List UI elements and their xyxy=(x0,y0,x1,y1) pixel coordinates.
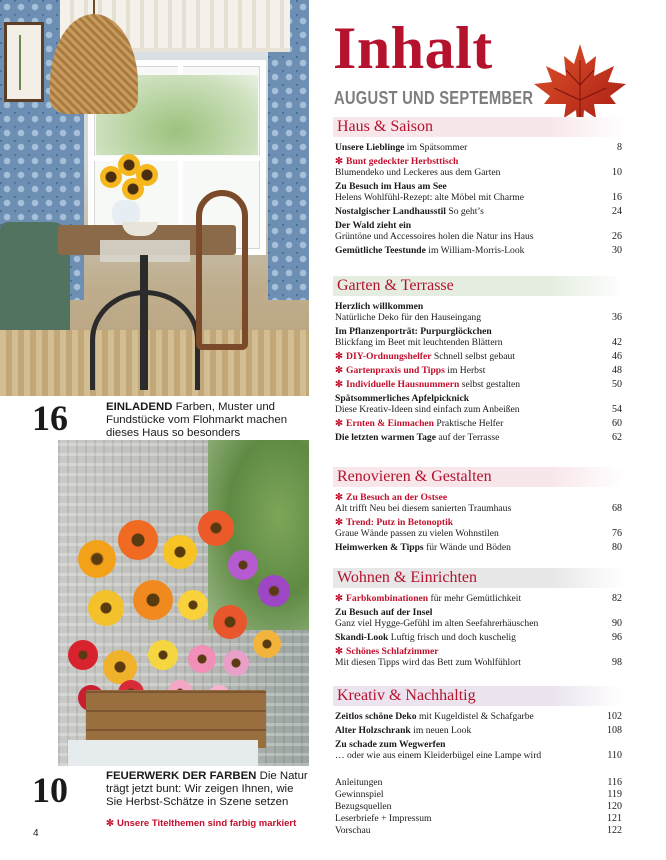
entry-page-number: 108 xyxy=(607,725,622,736)
entry-rest: Schnell selbst gebaut xyxy=(431,351,515,362)
misc-label: Bezugsquellen xyxy=(335,801,392,812)
page-title: Inhalt xyxy=(333,15,493,81)
entry-highlight: Trend: Putz in Betonoptik xyxy=(346,517,454,528)
toc-entry xyxy=(333,351,624,362)
toc-entry xyxy=(333,156,624,178)
entry-highlight: Alter Holzschrank xyxy=(335,725,411,736)
misc-page-number: 121 xyxy=(607,813,622,824)
flower-bloom xyxy=(163,535,197,569)
title-topics-note xyxy=(106,818,296,829)
caption-10-lead: FEUERWERK DER FARBEN xyxy=(106,770,257,782)
flower-bloom xyxy=(118,520,158,560)
misc-label: Leserbriefe + Impressum xyxy=(335,813,432,824)
entry-page-number: 54 xyxy=(612,404,622,415)
entry-highlight: Bunt gedeckter Herbsttisch xyxy=(346,156,459,167)
entry-page-number: 60 xyxy=(612,418,622,429)
caption-16-lead: EINLADEND xyxy=(106,401,173,413)
section-entries xyxy=(333,711,624,761)
asterisk-icon: ✻ xyxy=(335,593,344,604)
entry-highlight: Spätsommerliches Apfelpicknick xyxy=(335,393,470,404)
misc-label: Gewinnspiel xyxy=(335,789,384,800)
entry-page-number: 46 xyxy=(612,351,622,362)
flower-bloom xyxy=(253,630,281,658)
toc-entry xyxy=(333,492,624,514)
flower-bloom xyxy=(198,510,234,546)
asterisk-icon: ✻ xyxy=(335,351,344,362)
misc-page-number: 116 xyxy=(607,777,622,788)
page-number: 4 xyxy=(33,828,39,839)
misc-entry xyxy=(333,813,624,824)
entry-highlight: Zu Besuch auf der Insel xyxy=(335,607,433,618)
entry-description: Diese Kreativ-Ideen sind einfach zum Anbeißen xyxy=(335,404,520,415)
entry-page-number: 98 xyxy=(612,657,622,668)
entry-highlight: Nostalgischer Landhausstil xyxy=(335,206,446,217)
entry-rest: Luftig frisch und doch kuschelig xyxy=(388,632,516,643)
entry-description: Mit diesen Tipps wird das Bett zum Wohlfühlort xyxy=(335,657,521,668)
caption-16 xyxy=(106,401,306,440)
toc-entry xyxy=(333,632,624,643)
entry-highlight: Der Wald zieht ein xyxy=(335,220,412,231)
entry-page-number: 110 xyxy=(607,750,622,761)
flower-bloom xyxy=(258,575,290,607)
entry-page-number: 42 xyxy=(612,337,622,348)
entry-highlight: DIY-Ordnungshelfer xyxy=(346,351,432,362)
flower-bloom xyxy=(78,540,116,578)
misc-page-number: 119 xyxy=(607,789,622,800)
toc-entry xyxy=(333,542,624,553)
asterisk-icon: ✻ xyxy=(335,379,344,390)
toc-entry xyxy=(333,326,624,348)
issue-subtitle: AUGUST UND SEPTEMBER xyxy=(334,88,534,108)
section-title: Kreativ & Nachhaltig xyxy=(333,686,624,706)
toc-entry xyxy=(333,607,624,629)
section-renovieren-gestalten xyxy=(333,467,624,553)
flower-bloom xyxy=(178,590,208,620)
toc-entry xyxy=(333,593,624,604)
entry-rest: selbst gestalten xyxy=(459,379,521,390)
flower-bloom xyxy=(213,605,247,639)
entry-rest: für Wände und Böden xyxy=(423,542,511,553)
entry-page-number: 62 xyxy=(612,432,622,443)
entry-highlight: Individuelle Hausnummern xyxy=(346,379,460,390)
entry-highlight: Zu schade zum Wegwerfen xyxy=(335,739,446,750)
entry-description: Alt trifft Neu bei diesem sanierten Traumhaus xyxy=(335,503,512,514)
toc-entry xyxy=(333,142,624,153)
asterisk-icon: ✻ xyxy=(335,492,344,503)
flower-bloom xyxy=(103,650,137,684)
entry-rest: im Herbst xyxy=(444,365,486,376)
section-entries xyxy=(333,301,624,443)
entry-description: Natürliche Deko für den Hauseingang xyxy=(335,312,481,323)
entry-page-number: 36 xyxy=(612,312,622,323)
toc-entry xyxy=(333,393,624,415)
entry-rest: mit Kugeldistel & Schafgarbe xyxy=(416,711,534,722)
toc-entry xyxy=(333,432,624,443)
asterisk-icon: ✻ xyxy=(335,418,344,429)
entry-description: Graue Wände passen zu vielen Wohnstilen xyxy=(335,528,499,539)
misc-entries xyxy=(333,777,624,836)
entry-highlight: Heimwerken & Tipps xyxy=(335,542,424,553)
dahlia-bouquet xyxy=(58,480,309,710)
caption-10-text: Die Natur trägt jetzt bunt: Wir zeigen Ihnen, wie Sie Herbst-Schätze in Szene setzen xyxy=(106,770,308,808)
section-kreativ-nachhaltig xyxy=(333,686,624,761)
toc-entry xyxy=(333,711,624,722)
misc-entry xyxy=(333,825,624,836)
flower-bloom xyxy=(88,590,124,626)
entry-rest: im William-Morris-Look xyxy=(425,245,525,256)
asterisk-icon: ✻ xyxy=(335,646,344,657)
section-entries xyxy=(333,593,624,668)
entry-page-number: 30 xyxy=(612,245,622,256)
toc-entry xyxy=(333,517,624,539)
section-misc xyxy=(333,777,624,836)
caption-16-text: Farben, Muster und Fundstücke vom Flohmarkt machen dieses Haus so besonders xyxy=(106,401,288,439)
section-wohnen-einrichten xyxy=(333,568,624,668)
section-entries xyxy=(333,142,624,256)
asterisk-icon: ✻ xyxy=(335,365,344,376)
bentwood-chair xyxy=(196,190,248,350)
entry-rest: im neuen Look xyxy=(410,725,472,736)
entry-page-number: 82 xyxy=(612,593,622,604)
interior-photo xyxy=(0,0,309,396)
misc-entry xyxy=(333,777,624,788)
white-stool xyxy=(68,740,258,766)
misc-page-number: 122 xyxy=(607,825,622,836)
toc-entry xyxy=(333,301,624,323)
title-topics-note-text: Unsere Titelthemen sind farbig markiert xyxy=(116,818,297,829)
flower-bloom xyxy=(148,640,178,670)
caption-10 xyxy=(106,770,311,809)
entry-highlight: Im Pflanzenporträt: Purpurglöckchen xyxy=(335,326,492,337)
entry-highlight: Unsere Lieblinge xyxy=(335,142,405,153)
entry-highlight: Gemütliche Teestunde xyxy=(335,245,426,256)
entry-page-number: 76 xyxy=(612,528,622,539)
asterisk-icon: ✻ xyxy=(335,156,344,167)
toc-entry xyxy=(333,646,624,668)
entry-rest: Praktische Helfer xyxy=(434,418,504,429)
flower-bloom xyxy=(228,550,258,580)
misc-label: Anleitungen xyxy=(335,777,383,788)
toc-entry xyxy=(333,181,624,203)
misc-page-number: 120 xyxy=(607,801,622,812)
toc-entry xyxy=(333,220,624,242)
section-haus-saison xyxy=(333,117,624,256)
flower-bloom xyxy=(223,650,249,676)
toc-entry xyxy=(333,418,624,429)
misc-entry xyxy=(333,801,624,812)
entry-page-number: 10 xyxy=(612,167,622,178)
entry-page-number: 96 xyxy=(612,632,622,643)
entry-page-number: 8 xyxy=(617,142,622,153)
toc-entry xyxy=(333,379,624,390)
toc-entry xyxy=(333,725,624,736)
misc-label: Vorschau xyxy=(335,825,371,836)
entry-highlight: Zu Besuch an der Ostsee xyxy=(346,492,448,503)
entry-description: … oder wie aus einem Kleiderbügel eine Lampe wird xyxy=(335,750,542,761)
misc-entry xyxy=(333,789,624,800)
toc-entry xyxy=(333,365,624,376)
caption-number-16: 16 xyxy=(32,398,68,438)
entry-rest: auf der Terrasse xyxy=(435,432,500,443)
entry-page-number: 26 xyxy=(612,231,622,242)
entry-description: Helens Wohlfühl-Rezept: alte Möbel mit Charme xyxy=(335,192,525,203)
entry-page-number: 16 xyxy=(612,192,622,203)
entry-highlight: Zu Besuch im Haus am See xyxy=(335,181,447,192)
section-title: Wohnen & Einrichten xyxy=(333,568,624,588)
flower-bloom xyxy=(133,580,173,620)
sewing-machine-base xyxy=(90,290,200,390)
entry-highlight: Gartenpraxis und Tipps xyxy=(346,365,445,376)
entry-page-number: 68 xyxy=(612,503,622,514)
entry-page-number: 50 xyxy=(612,379,622,390)
entry-page-number: 24 xyxy=(612,206,622,217)
section-entries xyxy=(333,492,624,553)
entry-highlight: Ernten & Einmachen xyxy=(346,418,434,429)
entry-highlight: Schönes Schlafzimmer xyxy=(346,646,439,657)
section-title: Haus & Saison xyxy=(333,117,624,137)
section-title: Garten & Terrasse xyxy=(333,276,624,296)
entry-highlight: Skandi-Look xyxy=(335,632,389,643)
toc-entry xyxy=(333,245,624,256)
flower-bloom xyxy=(188,645,216,673)
entry-rest: So geht’s xyxy=(445,206,484,217)
asterisk-icon: ✻ xyxy=(335,517,344,528)
entry-rest: im Spätsommer xyxy=(404,142,468,153)
flower-bloom xyxy=(68,640,98,670)
section-garten-terrasse xyxy=(333,276,624,443)
toc-entry xyxy=(333,739,624,761)
entry-description: Blickfang im Beet mit leuchtenden Blättern xyxy=(335,337,503,348)
entry-description: Ganz viel Hygge-Gefühl im alten Seefahrerhäuschen xyxy=(335,618,539,629)
entry-highlight: Herzlich willkommen xyxy=(335,301,424,312)
botanical-frame xyxy=(4,22,44,102)
entry-page-number: 90 xyxy=(612,618,622,629)
entry-page-number: 102 xyxy=(607,711,622,722)
toc-entry xyxy=(333,206,624,217)
entry-page-number: 48 xyxy=(612,365,622,376)
entry-rest: für mehr Gemütlichkeit xyxy=(428,593,522,604)
entry-highlight: Farbkombinationen xyxy=(346,593,429,604)
section-title: Renovieren & Gestalten xyxy=(333,467,624,487)
flower-crate-photo xyxy=(58,440,309,766)
asterisk-icon: ✻ xyxy=(106,818,114,829)
entry-highlight: Die letzten warmen Tage xyxy=(335,432,436,443)
entry-highlight: Zeitlos schöne Deko xyxy=(335,711,417,722)
entry-description: Grüntöne und Accessoires holen die Natur ins Haus xyxy=(335,231,534,242)
entry-page-number: 80 xyxy=(612,542,622,553)
caption-number-10: 10 xyxy=(32,770,68,810)
entry-description: Blumendeko und Leckeres aus dem Garten xyxy=(335,167,501,178)
